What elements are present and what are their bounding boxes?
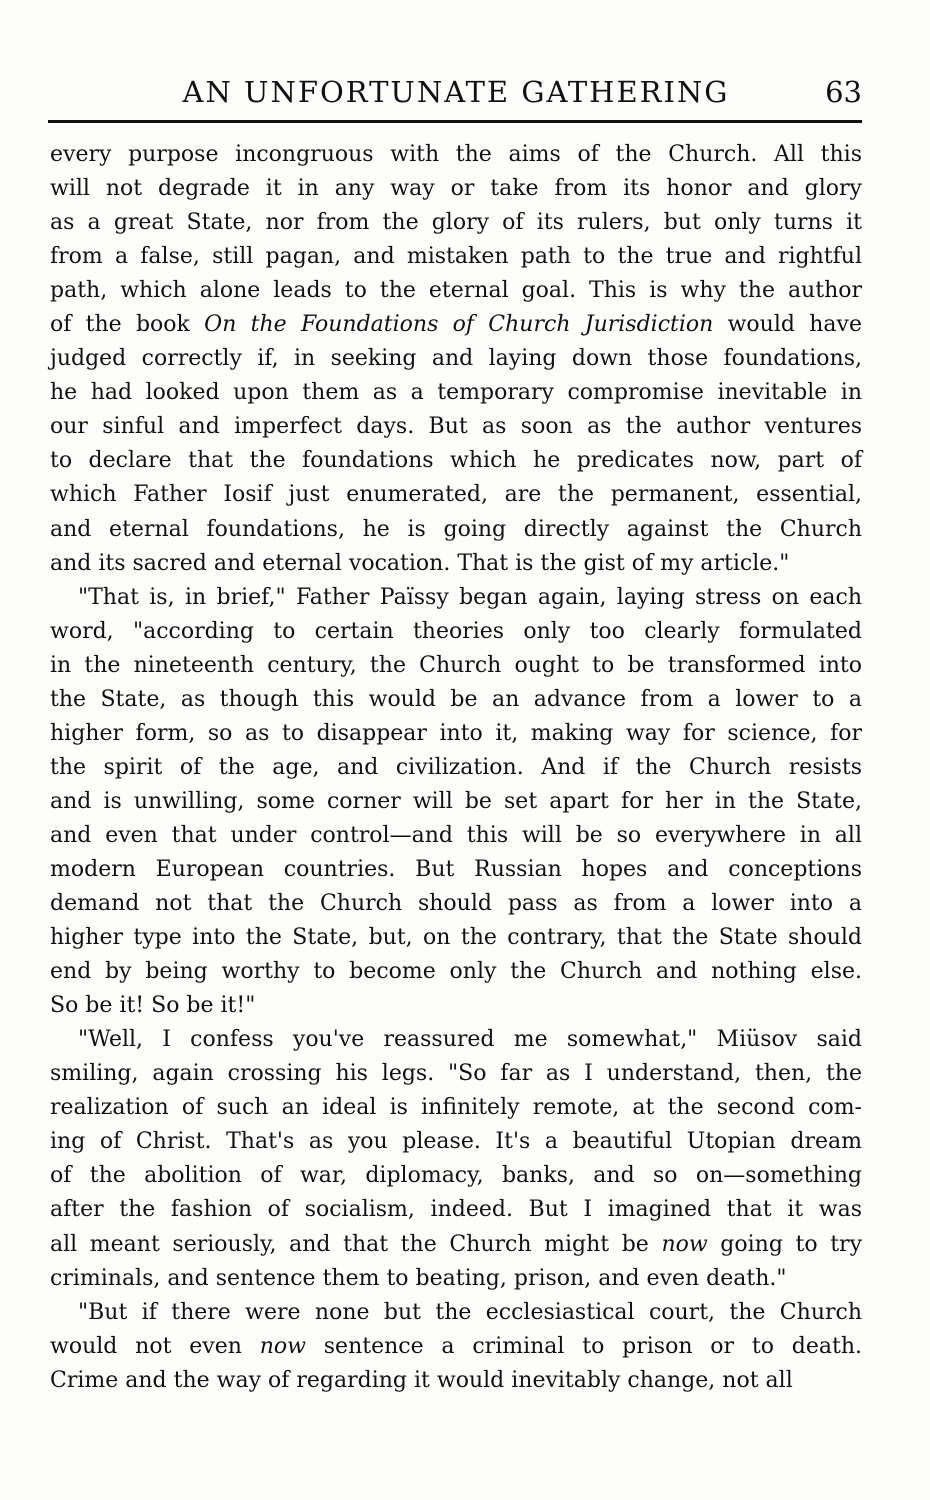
text-line: demand not that the Church should pass as from a lower into a [50, 891, 862, 917]
text-line: and is unwilling, some corner will be set apart for her in the State, [50, 788, 862, 814]
text-line: in the nineteenth century, the Church ought to be transformed into [50, 652, 862, 678]
running-title: AN UNFORTUNATE GATHERING [182, 75, 730, 109]
text-line: of the book On the Foundations of Church Jurisdiction would have [50, 312, 862, 338]
text-line: the State, as though this would be an advance from a lower to a [50, 686, 862, 712]
text-line: our sinful and imperfect days. But as soon as the author ventures [50, 414, 862, 440]
text-line: and eternal foundations, he is going directly against the Church [50, 516, 862, 542]
text-line: judged correctly if, in seeking and laying down those foundations, [50, 346, 862, 372]
paragraph [50, 1296, 862, 1398]
text-line: "That is, in brief," Father Païssy began again, laying stress on each [78, 584, 862, 610]
italic-phrase: now [259, 1333, 306, 1359]
text-line: after the fashion of socialism, indeed. But I imagined that it was [50, 1197, 862, 1223]
text-line: would not even now sentence a criminal to prison or to death. [50, 1333, 862, 1359]
text-line: Crime and the way of regarding it would inevitably change, not all [50, 1367, 793, 1393]
text-line: smiling, again crossing his legs. "So far as I understand, then, the [50, 1061, 862, 1087]
text-line: from a false, still pagan, and mistaken path to the true and rightful [50, 244, 862, 270]
text-line: end by being worthy to become only the Church and nothing else. [50, 959, 862, 985]
text-line: ing of Christ. That's as you please. It's a beautiful Utopian dream [50, 1129, 862, 1155]
paragraph [50, 581, 862, 1024]
text-line: "But if there were none but the ecclesiastical court, the Church [78, 1299, 862, 1325]
text-line: which Father Iosif just enumerated, are the permanent, essential, [50, 482, 862, 508]
text-line: "Well, I confess you've reassured me somewhat," Miüsov said [78, 1027, 862, 1053]
italic-phrase: now [661, 1231, 708, 1257]
text-line: path, which alone leads to the eternal goal. This is why the author [50, 278, 862, 304]
text-line: modern European countries. But Russian hopes and conceptions [50, 856, 862, 882]
text-line: he had looked upon them as a temporary compromise inevitable in [50, 380, 862, 406]
text-line: to declare that the foundations which he predicates now, part of [50, 448, 862, 474]
text-line: realization of such an ideal is infinitely remote, at the second com- [50, 1095, 862, 1121]
text-line: every purpose incongruous with the aims of the Church. All this [50, 142, 862, 167]
text-line: and even that under control—and this will be so everywhere in all [50, 822, 862, 848]
page-header [50, 70, 862, 114]
header-rule [48, 120, 862, 123]
text-line: the spirit of the age, and civilization. And if the Church resists [50, 754, 862, 780]
text-line: all meant seriously, and that the Church might be now going to try [50, 1231, 863, 1257]
paragraph [50, 1023, 862, 1295]
text-line: So be it! So be it!" [50, 993, 256, 1019]
text-line: of the abolition of war, diplomacy, banks, and so on—something [50, 1163, 862, 1189]
body-text [50, 138, 862, 1398]
text-line: higher form, so as to disappear into it, making way for science, for [50, 720, 862, 746]
page-number: 63 [825, 75, 862, 109]
text-line: as a great State, nor from the glory of its rulers, but only turns it [50, 210, 862, 236]
text-line: criminals, and sentence them to beating, prison, and even death." [50, 1265, 787, 1291]
text-line: higher type into the State, but, on the contrary, that the State should [50, 925, 862, 951]
text-line: word, "according to certain theories only too clearly formulated [50, 618, 862, 644]
italic-phrase: On the Foundations of Church Jurisdiction [204, 312, 714, 338]
text-line: will not degrade it in any way or take from its honor and glory [50, 176, 862, 202]
text-line: and its sacred and eternal vocation. That is the gist of my article." [50, 550, 790, 576]
paragraph [50, 138, 862, 581]
